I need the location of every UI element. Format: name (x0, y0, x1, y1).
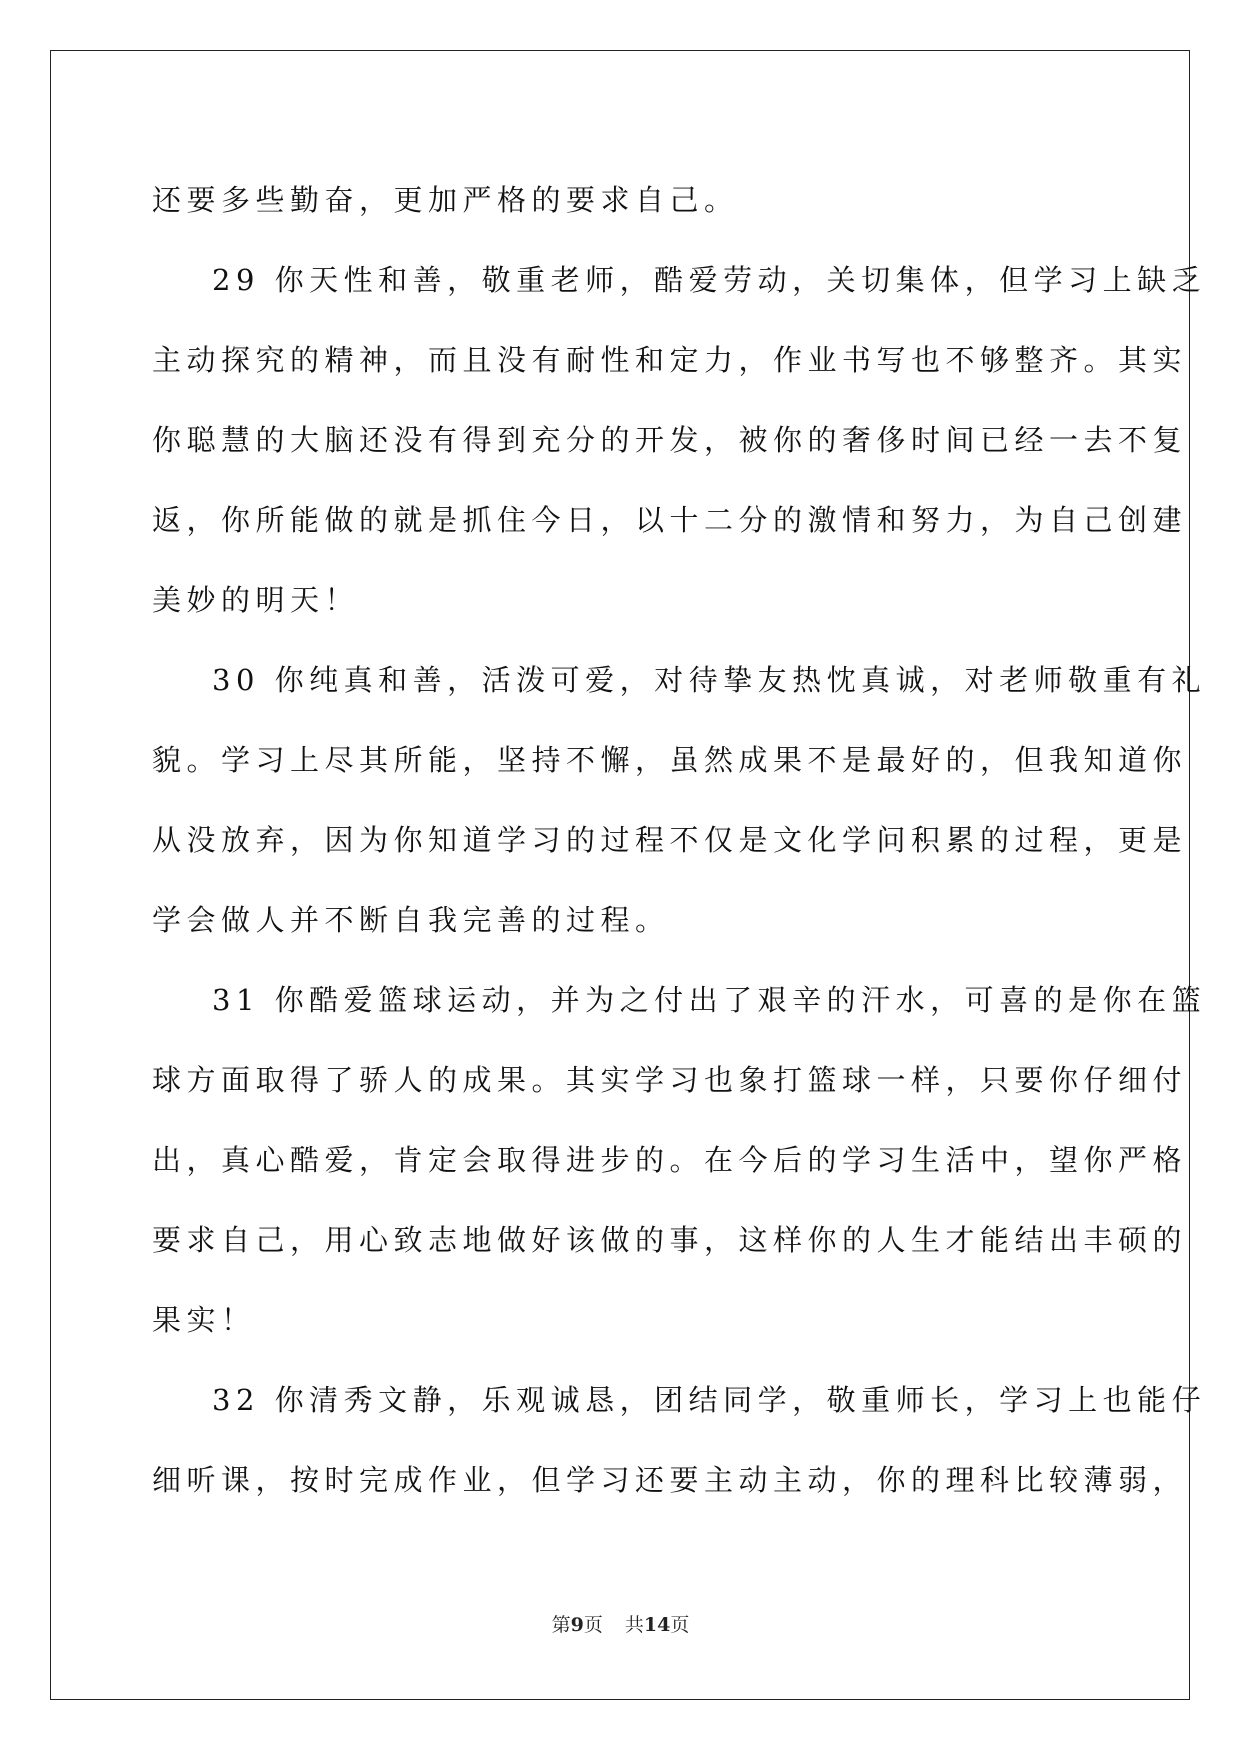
text-line: 出，真心酷爱，肯定会取得进步的。在今后的学习生活中，望你严格 (152, 1143, 1188, 1177)
paragraph-29-start: 29 你天性和善，敬重老师，酷爱劳动，关切集体，但学习上缺乏 (212, 263, 1207, 297)
paragraph-32-start: 32 你清秀文静，乐观诚恳，团结同学，敬重师长，学习上也能仔 (212, 1383, 1207, 1417)
paragraph-31-start: 31 你酷爱篮球运动，并为之付出了艰辛的汗水，可喜的是你在篮 (212, 983, 1207, 1017)
page-footer (0, 1610, 1241, 1637)
page-number: 9 (570, 1614, 584, 1636)
text-line: 细听课，按时完成作业，但学习还要主动主动，你的理科比较薄弱， (152, 1463, 1188, 1497)
text-line: 要求自己，用心致志地做好该做的事，这样你的人生才能结出丰硕的 (152, 1223, 1188, 1257)
document-body (152, 160, 1207, 1520)
text-line: 学会做人并不断自我完善的过程。 (152, 903, 670, 937)
text-line: 主动探究的精神，而且没有耐性和定力，作业书写也不够整齐。其实 (152, 343, 1188, 377)
text-line: 返，你所能做的就是抓住今日，以十二分的激情和努力，为自己创建 (152, 503, 1188, 537)
total-prefix: 共 (624, 1614, 644, 1636)
text-line: 美妙的明天！ (152, 583, 360, 617)
total-pages: 14 (643, 1614, 671, 1636)
total-suffix: 页 (670, 1614, 690, 1636)
text-line: 貌。学习上尽其所能，坚持不懈，虽然成果不是最好的，但我知道你 (152, 743, 1188, 777)
text-line: 从没放弃，因为你知道学习的过程不仅是文化学问积累的过程，更是 (152, 823, 1188, 857)
page-prefix: 第 (551, 1614, 571, 1636)
text-line: 你聪慧的大脑还没有得到充分的开发，被你的奢侈时间已经一去不复 (152, 423, 1188, 457)
text-line: 果实！ (152, 1303, 256, 1337)
text-line: 球方面取得了骄人的成果。其实学习也象打篮球一样，只要你仔细付 (152, 1063, 1188, 1097)
page-suffix: 页 (583, 1614, 603, 1636)
paragraph-30-start: 30 你纯真和善，活泼可爱，对待挚友热忱真诚，对老师敬重有礼 (212, 663, 1207, 697)
text-line: 还要多些勤奋，更加严格的要求自己。 (152, 183, 739, 217)
